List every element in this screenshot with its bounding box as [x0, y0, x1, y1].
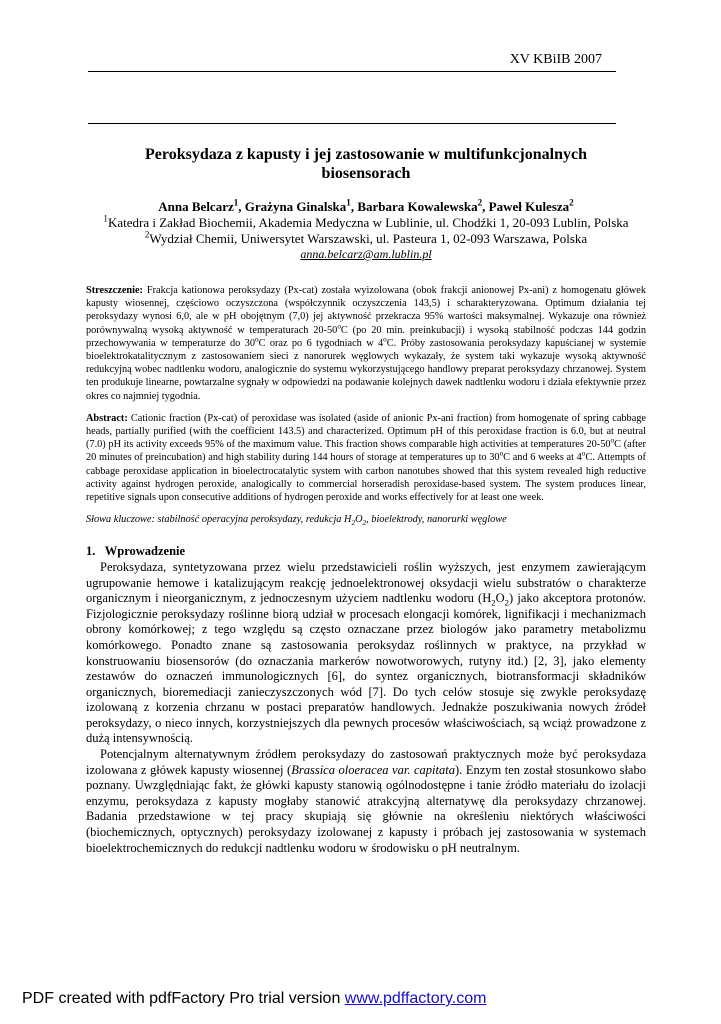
subscript: 2 [491, 597, 496, 608]
body-text: Potencjalnym alternatywnym źródłem peroksydazy do zastosowań praktycznych może być peroksydaza izolowana z główek kapusty wiosennej ( [86, 747, 646, 777]
section-heading [86, 544, 646, 560]
keywords-text: , bioelektrody, nanorurki węglowe [366, 514, 507, 526]
affiliation-2 [86, 231, 646, 247]
affiliation-number: 1 [103, 213, 108, 224]
abstract-text: C and 6 weeks at 4 [503, 452, 582, 464]
author-name: Barbara Kowalewska [357, 199, 478, 214]
section-title: Wprowadzenie [104, 544, 186, 559]
species-name: Brassica oloeracea var. capitata [291, 762, 455, 777]
streszczenie-text: C oraz po 6 tygodniach w 4 [258, 337, 384, 349]
affiliation-text: Katedra i Zakład Biochemii, Akademia Medyczna w Lublinie, ul. Chodźki 1, 20-093 Lublin, Polska [107, 215, 629, 230]
keywords-text: Słowa kluczowe: stabilność operacyjna peroksydazy, redukcja H [86, 514, 352, 526]
streszczenie-text: C (po 20 min. preinkubacji) i wysoką stabilność podczas 144 godzin przechowywania w temperaturze do 30 [86, 324, 646, 349]
degree-sign: o [499, 450, 504, 459]
body-text: Peroksydaza, syntetyzowana przez wielu przedstawicieli roślin wyższych, jest enzymem zawierającym ugrupowanie hemowe i katalizującym reakcję jednoelektronowej oksydacji wielu substratów o charakterze organicznym i nieorganicznym, z jednoczesnym użyciem nadtlenku wodoru (H [86, 559, 646, 606]
keywords-text: O [355, 514, 363, 526]
paper-title: Peroksydaza z kapusty i jej zastosowanie w multifunkcjonalnych biosensorach [145, 146, 587, 182]
abstract-paragraph [86, 412, 646, 504]
subscript: 2 [351, 519, 356, 528]
author-name: Paweł Kulesza [488, 199, 570, 214]
affiliation-number: 2 [144, 229, 150, 240]
body-text: ). Enzym ten został stosunkowo słabo poznany. Uwzględniając fakt, że główki kapusty stanowią ogólnodostępne i tanie źródło materiału do izolacji enzymu, peroksydaza z kapusty mogłaby stanowić atrakcyjną alternatywę dla peroksydazy chrzanowej. Badania przedstawione w tej pracy skupiają się głównie na określeniu niektórych właściwości (biochemicznych, optycznych) peroksydazy izolowanej z kapusty i próbach jej zastosowania w systemach bioelektrochemicznych do redukcji nadtlenku wodoru w środowisku o pH neutralnym. [86, 762, 646, 855]
section-number: 1. [86, 544, 96, 559]
subscript: 2 [362, 519, 367, 528]
keywords [86, 513, 646, 526]
streszczenie-text: Frakcja kationowa peroksydazy (Px-cat) została wyizolowana (obok frakcji anionowej Px-ani) z homogenatu główek kapusty wiosennej, częściowo oczyszczona (współczynnik oczyszczenia 143,5) i scharakteryzowana. Optimum działania tej peroksydazy wynosi 6,0, ale w pH obojętnym (7,0) jej aktywność przekracza 95% wartości maksymalnej. Wykazuje ona również porównywalną wysoką aktywność w temperaturach 20-50 [86, 285, 646, 336]
body-text: ) jako akceptora protonów. Fizjologicznie peroksydazy roślinne biorą udział w procesach elongacji komórek, lignifikacji i mechanizmach obrony komórkowej; z tego względu są często oznaczane przez biologów jako parametry metabolizmu komórkowego. Ponadto znane są zastosowania peroksydaz roślinnych w praktyce, na przykład w konstruowaniu biosensorów (do oznaczania markerów nowotworowych, rutyny itd.) [2, 3], jako elementy zestawów do oznaczeń immunologicznych [6], do syntez organicznych, biotransformacji składników organicznych, bioremediacji zanieczyszczonych wód [7]. Do tych celów stosuje się zwykle peroksydazę izolowaną z korzenia chrzanu w postaci preparatów handlowych. Jednakże poszukiwania nowych źródeł peroksydazy, o nieco innych, korzystniejszych dla pewnych procesów właściwościach, są wciąż prowadzone z dużą intensywnością. [86, 591, 646, 746]
conference-label: XV KBiIB 2007 [509, 52, 602, 67]
degree-sign: o [581, 450, 586, 459]
pdf-footer [22, 990, 486, 1008]
footer-link[interactable]: www.pdffactory.com [344, 990, 487, 1007]
affiliation-1 [86, 215, 646, 231]
author-list [86, 199, 646, 215]
author-affiliation-marker: 1 [346, 197, 351, 208]
author-separator: , [350, 199, 358, 214]
author-separator: , [482, 199, 489, 214]
abstract-text: C (after 20 minutes of preincubation) and high stability during 144 hours of storage at temperatures up to 30 [86, 439, 646, 464]
abstract-text: Cationic fraction (Px-cat) of peroxidase was isolated (aside of anionic Px-ani fraction) from homogenate of spring cabbage heads, partially purified (with the coefficient 143.5) and characterized. Optimum pH of this peroxidase fraction is 6.0, but at neutral (7.0) pH its activity exceeds 95% of the maximum value. This fraction shows comparable high activities at temperatures 20-50 [86, 412, 646, 451]
affiliation-text: Wydział Chemii, Uniwersytet Warszawski, ul. Pasteura 1, 02-093 Warszawa, Polska [149, 231, 588, 246]
header-rule [88, 71, 616, 72]
degree-sign: o [337, 322, 341, 331]
subscript: 2 [504, 597, 510, 608]
degree-sign: o [383, 335, 387, 344]
body-text: O [495, 591, 505, 606]
footer-text: PDF created with pdfFactory Pro trial version [22, 990, 345, 1007]
streszczenie-text: C. Próby zastosowania peroksydazy kapuścianej w systemie bioelektrokatalitycznym z zastosowaniem sieci z nanorurek węglowych wykazały, że system taki wykazuje wysoką aktywność redukcyjną wobec nadtlenku wodoru, analogicznie do systemu wykorzystującego handlowy preparat peroksydazy chrzanowej. System ten produkuje linearne, powtarzalne sygnały w odpowiedzi na podawanie kolejnych dawek nadtlenku wodoru i działa efektywnie przez okres co najmniej tygodnia. [86, 337, 646, 402]
streszczenie-paragraph [86, 284, 646, 403]
header-rule-2 [88, 123, 616, 124]
article [86, 145, 646, 856]
author-affiliation-marker: 2 [569, 197, 574, 208]
streszczenie-label: Streszczenie: [86, 285, 143, 296]
author-affiliation-marker: 1 [233, 197, 239, 208]
body-paragraph-1 [86, 560, 646, 747]
author-name: Anna Belcarz [158, 199, 234, 214]
abstract-label: Abstract: [86, 412, 128, 424]
page-header [88, 52, 616, 72]
author-separator: , [238, 199, 245, 214]
author-name: Grażyna Ginalska [244, 199, 347, 214]
author-affiliation-marker: 2 [477, 197, 483, 208]
degree-sign: o [254, 335, 259, 344]
degree-sign: o [610, 436, 615, 445]
email-link[interactable]: anna.belcarz@am.lublin.pl [300, 247, 432, 261]
body-paragraph-2 [86, 747, 646, 856]
abstract-text: C. Attempts of cabbage peroxidase application in bioelectrocatalytic system with carbon nanotubes showed that this system revealed high reductive activity against hydrogen peroxide, analogically to commercial horseradish peroxidase-based system. The system produces linear, repetitive signals upon consecutive additions of hydrogen peroxide and works effectively for at least one week. [86, 452, 646, 504]
